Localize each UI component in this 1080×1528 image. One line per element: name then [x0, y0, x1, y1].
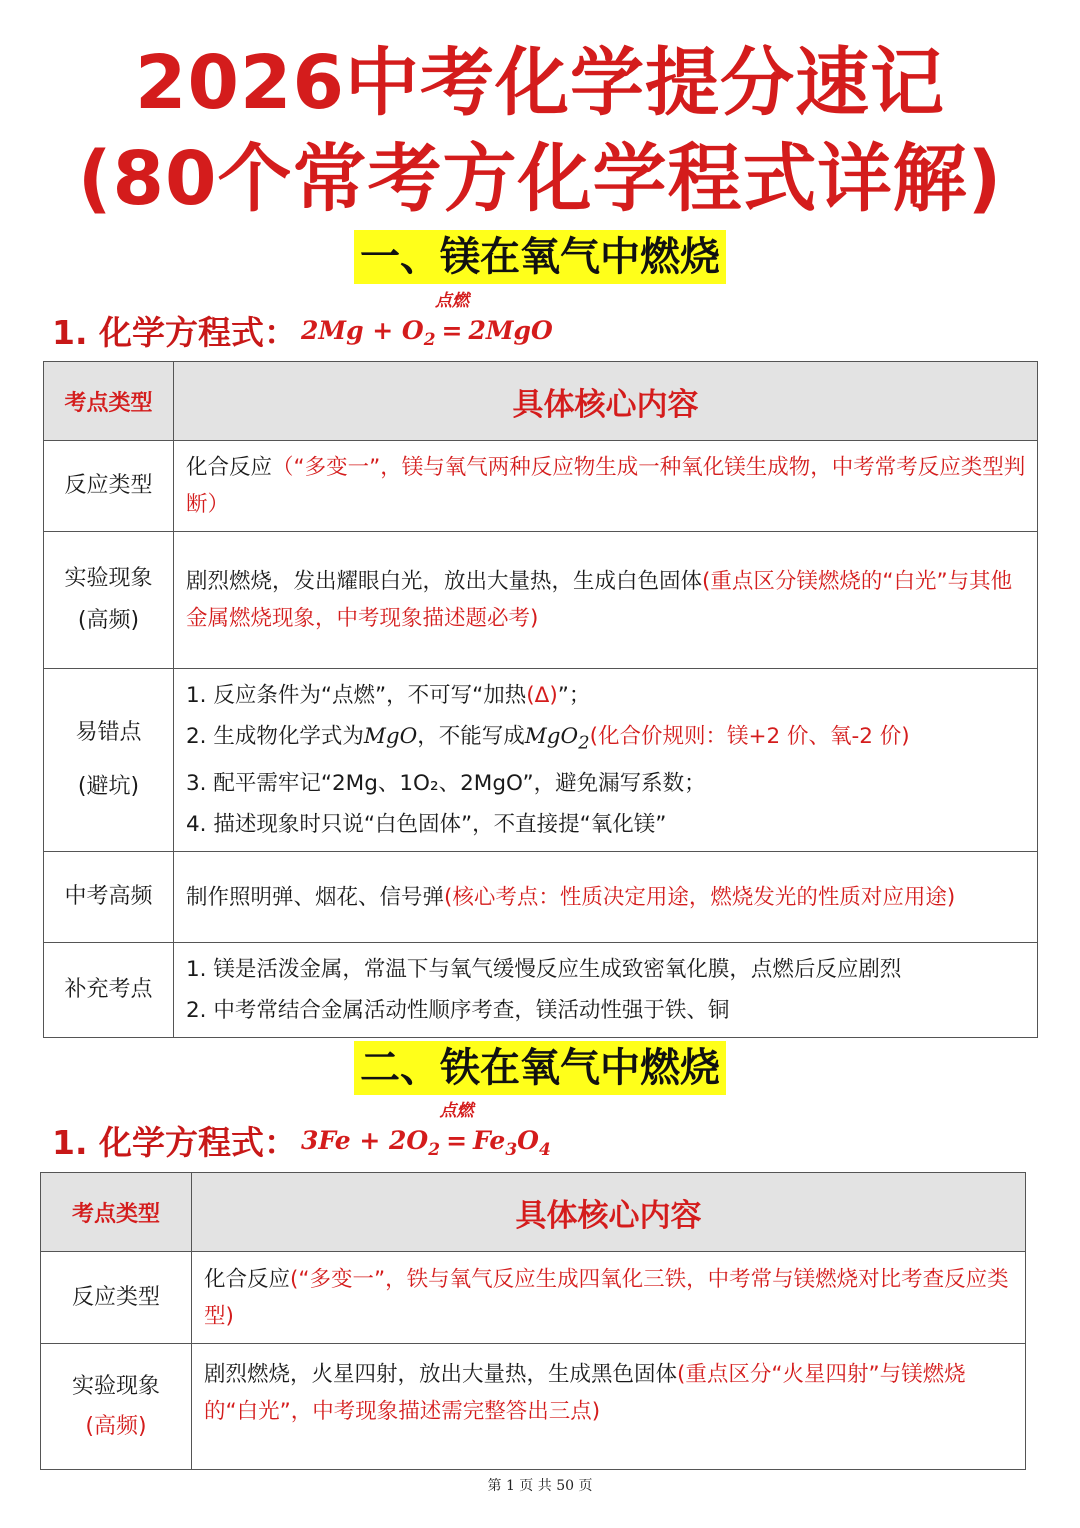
row-type-l1: 实验现象 — [71, 1373, 160, 1399]
row-content — [174, 441, 1038, 532]
list-item: 3. 配平需牢记“2Mg、1O₂、2MgO”，避免漏写系数； — [186, 771, 706, 797]
row-content — [192, 1344, 1026, 1470]
list-item: 4. 描述现象时只说“白色固体”，不直接提“氧化镁” — [186, 812, 667, 838]
content-red: (重点区分“火星四射”与镁燃烧的“白光”，中考现象描述需完整答出三点) — [204, 1362, 966, 1424]
content-black: 剧烈燃烧，发出耀眼白光，放出大量热，生成白色固体 — [186, 569, 703, 594]
equation-label: 1. 化学方程式： — [52, 313, 297, 352]
header-type: 考点类型 — [41, 1173, 192, 1252]
chemical-formula: $3Fe + 2O_2$ = 点燃 $Fe_3O_4$ — [301, 1126, 551, 1164]
table-row — [41, 1344, 1026, 1470]
header-content: 具体核心内容 — [174, 362, 1038, 441]
equation-label: 1. 化学方程式： — [52, 1123, 297, 1162]
table-header-row — [44, 362, 1038, 441]
formula-mgo: MgO — [363, 724, 418, 749]
page-title-line1: 2026中考化学提分速记 — [135, 40, 945, 126]
content-black: 化合反应 — [204, 1266, 291, 1292]
table-header-row — [41, 1173, 1026, 1252]
content-red: (重点区分镁燃烧的“白光”与其他金属燃烧现象，中考现象描述题必考) — [186, 569, 1013, 631]
page-title-line2: (80个常考方化学程式详解) — [77, 136, 1003, 222]
row-type: 反应类型 — [44, 441, 174, 532]
list-item — [186, 675, 1027, 716]
row-type-l2: (高频) — [85, 1413, 147, 1439]
table-row — [44, 852, 1038, 943]
row-type: 补充考点 — [44, 943, 174, 1038]
header-content: 具体核心内容 — [192, 1173, 1026, 1252]
table-row — [44, 669, 1038, 852]
content-red: (“多变一”，铁与氧气反应生成四氧化三铁，中考常与镁燃烧对比考查反应类型) — [204, 1266, 1009, 1329]
row-type — [44, 532, 174, 669]
content-red: （“多变一”，镁与氧气两种反应物生成一种氧化镁生成物，中考常考反应类型判断） — [186, 455, 1026, 517]
reaction-condition: 点燃 — [439, 1101, 474, 1121]
content-black: 剧烈燃烧，火星四射，放出大量热，生成黑色固体 — [204, 1362, 678, 1387]
text: 1. 反应条件为“点燃”，不可写“加热 — [186, 683, 527, 708]
table-row — [44, 532, 1038, 669]
header-type: 考点类型 — [44, 362, 174, 441]
list-item: 1. 镁是活泼金属，常温下与氧气缓慢反应生成致密氧化膜，点燃后反应剧烈 — [186, 957, 902, 983]
row-content — [174, 943, 1038, 1038]
content-black: 制作照明弹、烟花、信号弹 — [186, 884, 445, 910]
row-type — [41, 1344, 192, 1470]
page-footer: 第 1 页 共 50 页 — [487, 1478, 593, 1494]
row-content — [174, 669, 1038, 852]
table-row — [44, 943, 1038, 1038]
row-type-l1: 实验现象 — [64, 566, 153, 591]
row-type: 中考高频 — [44, 852, 174, 943]
row-type-l2: (高频) — [77, 608, 140, 633]
row-content — [192, 1252, 1026, 1344]
key-points-table-magnesium — [43, 361, 1038, 1038]
text: 2. 生成物化学式为 — [186, 724, 364, 749]
list-item: 2. 中考常结合金属活动性顺序考查，镁活动性强于铁、铜 — [186, 998, 730, 1024]
content-red: (核心考点：性质决定用途，燃烧发光的性质对应用途) — [444, 884, 956, 910]
section-heading-magnesium — [0, 230, 1080, 284]
section-heading-text: 二、铁在氧气中燃烧 — [354, 1041, 726, 1095]
equation-iron — [52, 1101, 551, 1164]
content-black: 化合反应 — [186, 455, 273, 480]
table-row — [41, 1252, 1026, 1344]
reaction-condition: 点燃 — [435, 291, 469, 311]
text-red: (化合价规则：镁+2 价、氧-2 价) — [589, 724, 910, 749]
key-points-table-iron — [40, 1172, 1026, 1470]
row-content — [174, 852, 1038, 943]
row-type — [44, 669, 174, 852]
text-red: (Δ) — [526, 683, 558, 708]
section-heading-iron — [0, 1041, 1080, 1095]
row-content — [174, 532, 1038, 669]
text: ”； — [557, 683, 591, 708]
list-item — [186, 716, 1027, 763]
row-type-l2: (避坑) — [77, 774, 140, 800]
row-type: 反应类型 — [41, 1252, 192, 1344]
section-heading-text: 一、镁在氧气中燃烧 — [354, 230, 726, 284]
table-row — [44, 441, 1038, 532]
formula-mgo2: MgO$_2$ — [524, 724, 590, 754]
text: ，不能写成 — [417, 724, 525, 749]
equation-magnesium — [52, 291, 553, 354]
chemical-formula: $2Mg + O_2$ = 点燃 2MgO — [301, 316, 553, 354]
row-type-l1: 易错点 — [75, 720, 142, 746]
